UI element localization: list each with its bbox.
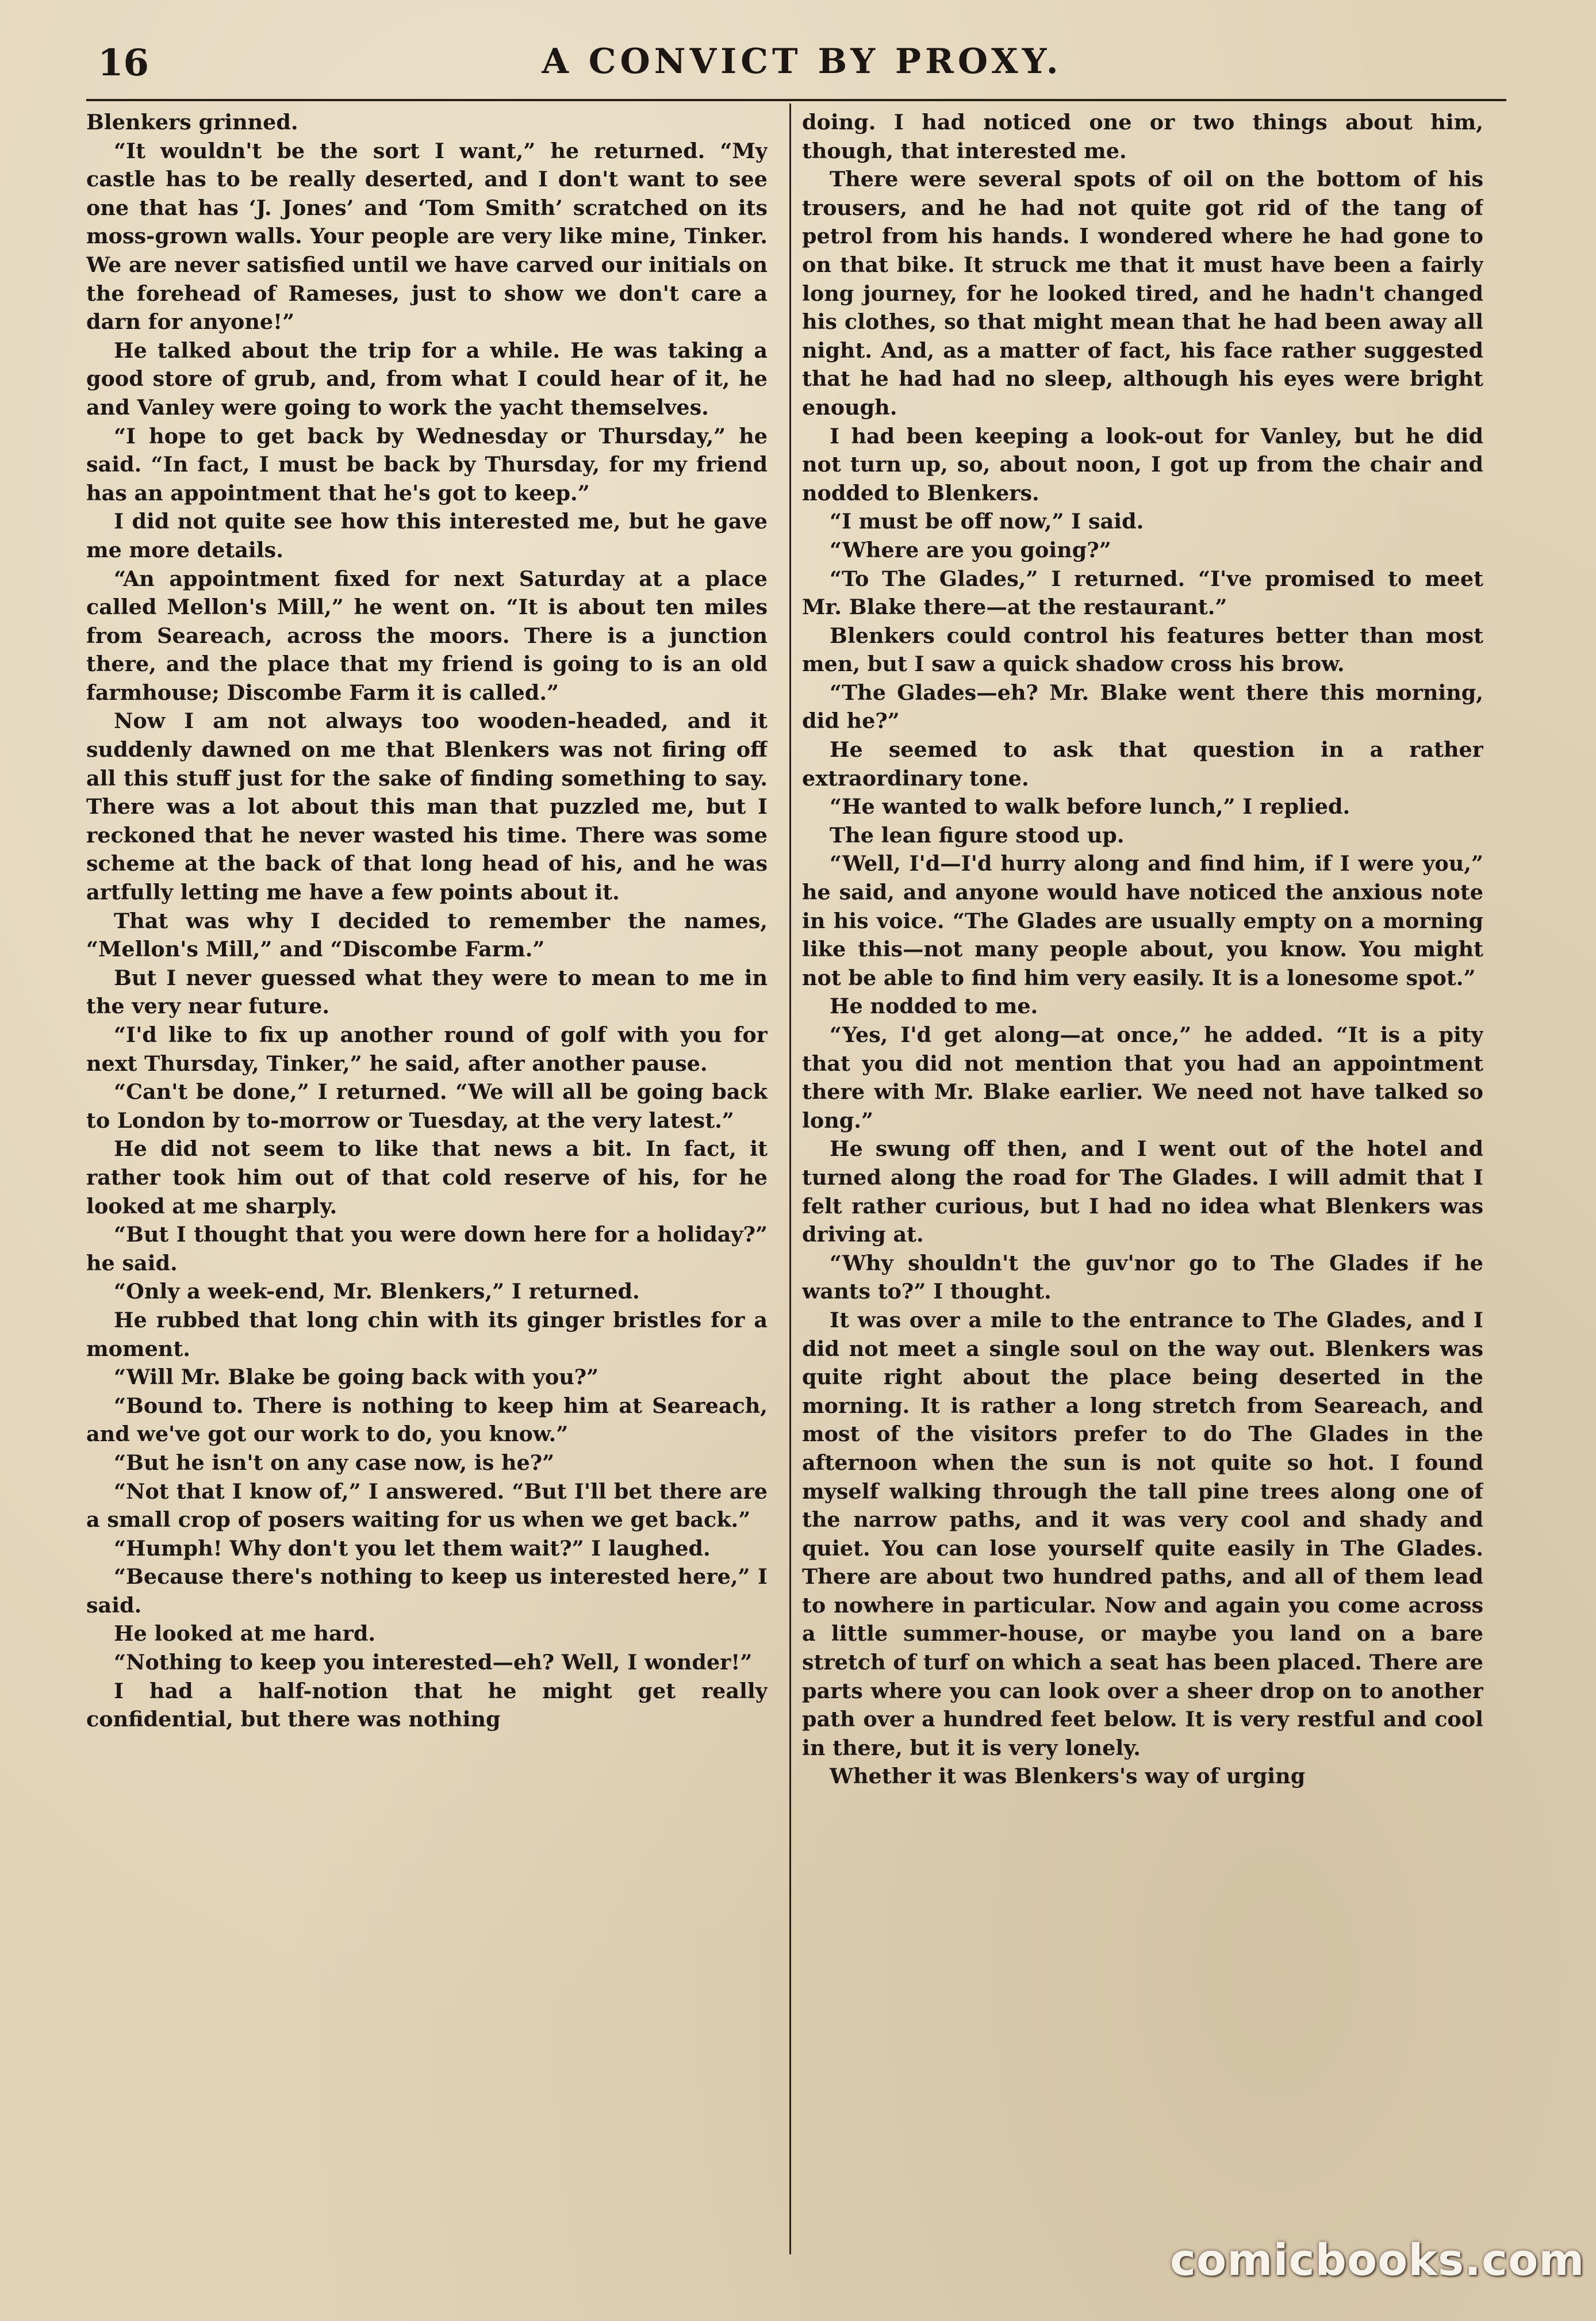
paragraph: “I'd like to fix up another round of golf with you for next Thursday, Tinker,” he said, after another pause. bbox=[86, 1022, 768, 1076]
paragraph: I had been keeping a look-out for Vanley, but he did not turn up, so, about noon, I got up from the chair and nodded to Blenkers. bbox=[802, 423, 1483, 505]
paragraph: The lean figure stood up. bbox=[830, 822, 1125, 848]
paragraph: “Bound to. There is nothing to keep him at Seareach, and we've got our work to do, you know.” bbox=[86, 1393, 768, 1447]
paragraph: “Where are you going?” bbox=[830, 537, 1111, 562]
paragraph: “But I thought that you were down here for a holiday?” he said. bbox=[86, 1222, 768, 1276]
paragraph: “Can't be done,” I returned. “We will all be going back to London by to-morrow or Tuesday, at the very latest.” bbox=[86, 1079, 768, 1133]
paragraph: Blenkers grinned. bbox=[86, 110, 298, 135]
paragraph: “The Glades—eh? Mr. Blake went there this morning, did he?” bbox=[802, 680, 1483, 734]
paragraph: It was over a mile to the entrance to The Glades, and I did not meet a single soul on the way out. Blenkers was quite right about the place being deserted in the morning. It is rather a long stretch from Seareach, and most of the visitors prefer to do The Glades in the afternoon when the sun is not quite so hot. I found myself walking through the tall pine trees along one of the narrow paths, and it was very cool and shady and quiet. You can lose yourself quite easily in The Glades. There are about two hundred paths, and all of them lead to nowhere in particular. Now and again you come across a little summer-house, or maybe you land on a bare stretch of turf on which a seat has been placed. There are parts where you can look over a sheer drop on to another path over a hundred feet below. It is very restful and cool in there, but it is very lonely. bbox=[802, 1307, 1483, 1760]
paragraph: “I must be off now,” I said. bbox=[830, 509, 1144, 534]
paragraph: He did not seem to like that news a bit. In fact, it rather took him out of that cold reserve of his, for he looked at me sharply. bbox=[86, 1136, 768, 1219]
paragraph: I did not quite see how this interested me, but he gave me more details. bbox=[86, 509, 768, 562]
paragraph: “Yes, I'd get along—at once,” he added. “It is a pity that you did not mention that you had an appointment there with Mr. Blake earlier. We need not have talked so long.” bbox=[802, 1022, 1483, 1133]
text-column-right bbox=[802, 108, 1483, 2247]
paragraph: Now I am not always too wooden-headed, and it suddenly dawned on me that Blenkers was not firing off all this stuff just for the sake of finding something to say. There was a lot about this man that puzzled me, but I reckoned that he never wasted his time. There was some scheme at the back of that long head of his, and he was artfully letting me have a few points about it. bbox=[86, 708, 768, 905]
paragraph: Whether it was Blenkers's way of urging bbox=[830, 1764, 1306, 1789]
column-divider bbox=[789, 104, 791, 2254]
paragraph: “He wanted to walk before lunch,” I replied. bbox=[830, 794, 1351, 819]
paragraph: “I hope to get back by Wednesday or Thursday,” he said. “In fact, I must be back by Thursday, for my friend has an appointment that he's got to keep.” bbox=[86, 423, 768, 505]
paragraph: “It wouldn't be the sort I want,” he returned. “My castle has to be really deserted, and I don't want to see one that has ‘J. Jones’ and ‘Tom Smith’ scratched on its moss-grown walls. Your people are very like mine, Tinker. We are never satisfied until we have carved our initials on the forehead of Rameses, just to show we don't care a darn for anyone!” bbox=[86, 138, 768, 335]
page-number: 16 bbox=[98, 41, 149, 85]
paragraph: He talked about the trip for a while. He was taking a good store of grub, and, from what I could hear of it, he and Vanley were going to work the yacht themselves. bbox=[86, 338, 768, 420]
paragraph: That was why I decided to remember the names, “Mellon's Mill,” and “Discombe Farm.” bbox=[86, 908, 768, 962]
paragraph: He nodded to me. bbox=[830, 994, 1038, 1019]
paragraph: Blenkers could control his features better than most men, but I saw a quick shadow cross his brow. bbox=[802, 623, 1483, 677]
paragraph: “Because there's nothing to keep us interested here,” I said. bbox=[86, 1564, 768, 1618]
paragraph: I had a half-notion that he might get really confidential, but there was nothing bbox=[86, 1678, 768, 1732]
running-title: A CONVICT BY PROXY. bbox=[542, 41, 1062, 82]
paragraph: “Only a week-end, Mr. Blenkers,” I returned. bbox=[114, 1279, 640, 1304]
paragraph: “Will Mr. Blake be going back with you?” bbox=[114, 1365, 599, 1390]
paragraph: “Well, I'd—I'd hurry along and find him, if I were you,” he said, and anyone would have noticed the anxious note in his voice. “The Glades are usually empty on a morning like this—not many people about, you know. You might not be able to find him very easily. It is a lonesome spot.” bbox=[802, 851, 1483, 990]
paragraph: doing. I had noticed one or two things about him, though, that interested me. bbox=[802, 110, 1483, 163]
paragraph: “An appointment fixed for next Saturday at a place called Mellon's Mill,” he went on. “It is about ten miles from Seareach, across the moors. There is a junction there, and the place that my friend is going to is an old farmhouse; Discombe Farm it is called.” bbox=[86, 566, 768, 705]
header-rule bbox=[86, 99, 1506, 101]
paragraph: “Why shouldn't the guv'nor go to The Glades if he wants to?” I thought. bbox=[802, 1250, 1483, 1304]
paragraph: “But he isn't on any case now, is he?” bbox=[114, 1450, 555, 1475]
paragraph: “Humph! Why don't you let them wait?” I laughed. bbox=[114, 1535, 711, 1561]
page-header bbox=[98, 40, 1506, 95]
paragraph: He looked at me hard. bbox=[114, 1621, 376, 1646]
paragraph: He rubbed that long chin with its ginger bristles for a moment. bbox=[86, 1307, 768, 1361]
paragraph: There were several spots of oil on the bottom of his trousers, and he had not quite got rid of the tang of petrol from his hands. I wondered where he had gone to on that bike. It struck me that it must have been a fairly long journey, for he looked tired, and he hadn't changed his clothes, so that might mean that he had been away all night. And, as a matter of fact, his face rather suggested that he had had no sleep, although his eyes were bright enough. bbox=[802, 167, 1483, 420]
paragraph: “Not that I know of,” I answered. “But I'll bet there are a small crop of posers waiting for us when we get back.” bbox=[86, 1479, 768, 1533]
paragraph: He seemed to ask that question in a rather extraordinary tone. bbox=[802, 737, 1483, 791]
paragraph: He swung off then, and I went out of the hotel and turned along the road for The Glades. I will admit that I felt rather curious, but I had no idea what Blenkers was driving at. bbox=[802, 1136, 1483, 1247]
paragraph: “Nothing to keep you interested—eh? Well, I wonder!” bbox=[114, 1650, 753, 1675]
paragraph: But I never guessed what they were to mean to me in the very near future. bbox=[86, 965, 768, 1019]
text-column-left bbox=[86, 108, 768, 2247]
paragraph: “To The Glades,” I returned. “I've promised to meet Mr. Blake there—at the restaurant.” bbox=[802, 566, 1483, 620]
site-watermark: comicbooks.com bbox=[1170, 2234, 1585, 2285]
